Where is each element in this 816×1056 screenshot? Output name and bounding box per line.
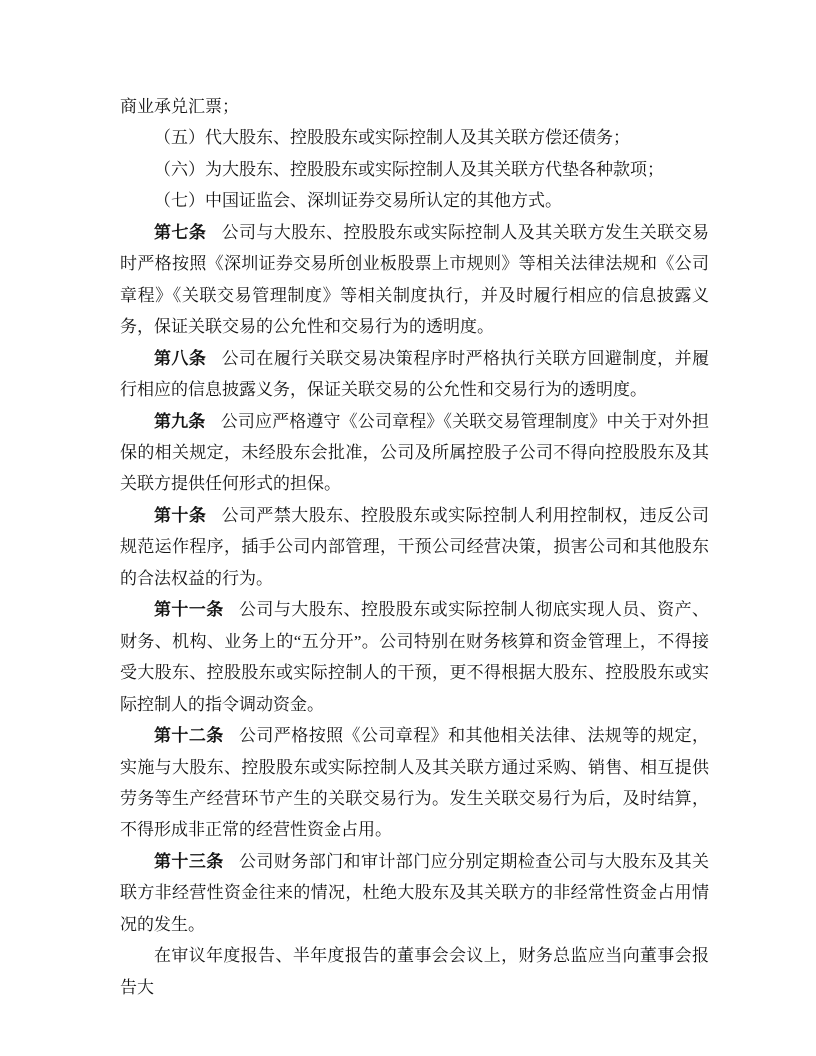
article-13-text: 公司财务部门和审计部门应分别定期检查公司与大股东及其关联方非经营性资金往来的情况，杜绝大股东及其关联方的非经常性资金占用情况的发生。: [120, 851, 710, 934]
article-9-text: 公司应严格遵守《公司章程》《关联交易管理制度》中关于对外担保的相关规定，未经股东会批准，公司及所属控股子公司不得向控股股东及其关联方提供任何形式的担保。: [120, 411, 710, 494]
article-8: [120, 343, 709, 406]
article-13: [120, 846, 709, 940]
article-9: [120, 406, 709, 500]
article-11-text: 公司与大股东、控股股东或实际控制人彻底实现人员、资产、财务、机构、业务上的“五分开”。公司特别在财务核算和资金管理上，不得接受大股东、控股股东或实际控制人的干预，更不得根据大股东、控股股东或实际控制人的指令调动资金。: [120, 600, 710, 714]
article-12: [120, 720, 709, 846]
article-7: [120, 217, 709, 343]
article-11-number: 第十一条: [154, 600, 224, 620]
list-item-7: （七）中国证监会、深圳证券交易所认定的其他方式。: [154, 191, 562, 211]
article-12-text: 公司严格按照《公司章程》和其他相关法律、法规等的规定，实施与大股东、控股股东或实际控制人及其关联方通过采购、销售、相互提供劳务等生产经营环节产生的关联交易行为。发生关联交易行为后，及时结算，不得形成非正常的经营性资金占用。: [120, 726, 710, 840]
article-11: [120, 594, 709, 720]
list-item-5: （五）代大股东、控股股东或实际控制人及其关联方偿还债务；: [154, 128, 630, 148]
article-7-number: 第七条: [154, 222, 207, 242]
article-13-number: 第十三条: [154, 851, 224, 871]
article-10: [120, 500, 709, 594]
article-9-number: 第九条: [154, 411, 206, 431]
article-12-number: 第十二条: [154, 726, 224, 746]
article-7-text: 公司与大股东、控股股东或实际控制人及其关联方发生关联交易时严格按照《深圳证券交易所创业板股票上市规则》等相关法律法规和《公司章程》《关联交易管理制度》等相关制度执行，并及时履行相应的信息披露义务，保证关联交易的公允性和交易行为的透明度。: [120, 222, 710, 337]
article-10-text: 公司严禁大股东、控股股东或实际控制人利用控制权，违反公司规范运作程序，插手公司内部管理，干预公司经营决策，损害公司和其他股东的合法权益的行为。: [120, 505, 710, 588]
paragraph-board-report: 在审议年度报告、半年度报告的董事会会议上，财务总监应当向董事会报告大: [120, 946, 709, 997]
paragraph-continuation: 商业承兑汇票；: [120, 97, 239, 116]
list-item-6: （六）为大股东、控股股东或实际控制人及其关联方代垫各种款项；: [154, 159, 664, 179]
article-8-number: 第八条: [154, 348, 207, 368]
document-body: [120, 91, 709, 1003]
article-10-number: 第十条: [154, 505, 207, 525]
article-8-text: 公司在履行关联交易决策程序时严格执行关联方回避制度，并履行相应的信息披露义务，保证关联交易的公允性和交易行为的透明度。: [120, 348, 710, 400]
